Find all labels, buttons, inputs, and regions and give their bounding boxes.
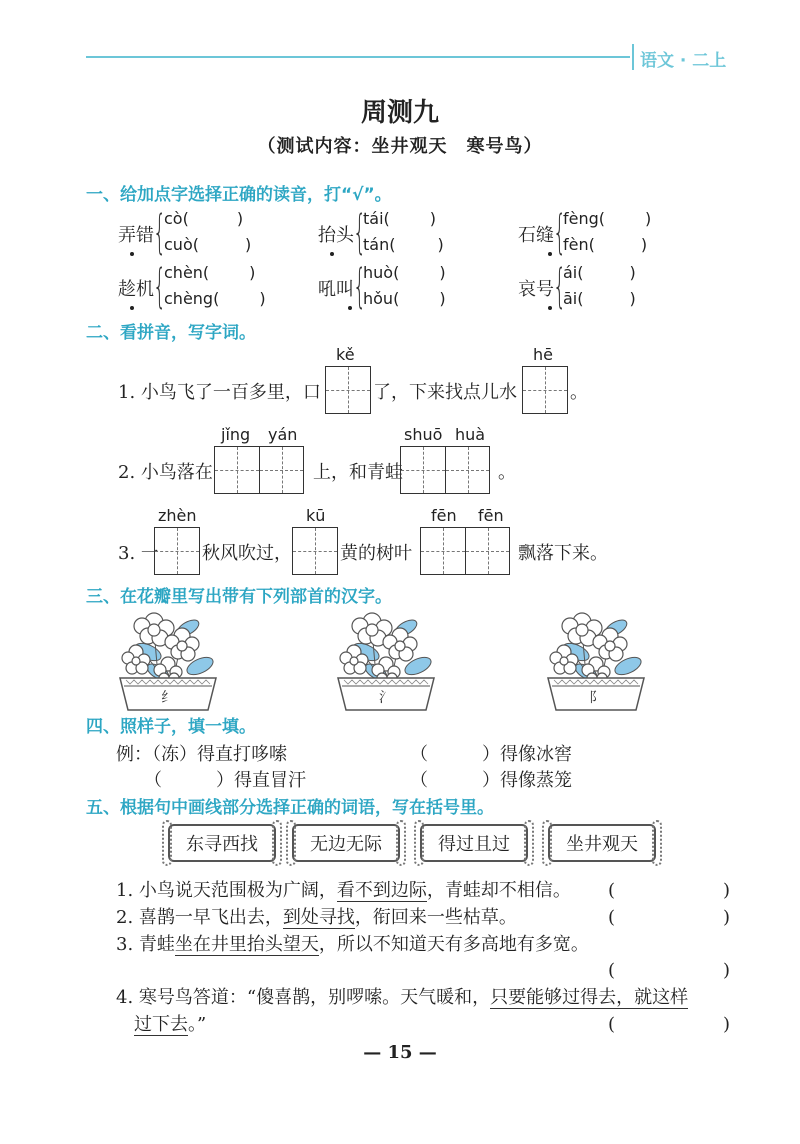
- pinyin-shuo: shuō: [404, 425, 443, 444]
- s2-q1-text-a: 1. 小鸟飞了一百多里，口: [118, 382, 321, 403]
- pinyin-he: hē: [533, 345, 553, 364]
- s2-q2-text-a: 2. 小鸟落在: [118, 462, 213, 483]
- writing-grid-4[interactable]: [400, 446, 490, 494]
- s2-q2-text-b: 上，和青蛙: [313, 462, 403, 483]
- section2-heading: 二、看拼音，写字词。: [86, 323, 256, 343]
- s5-answer-4[interactable]: ( ): [608, 1014, 731, 1035]
- writing-grid-2[interactable]: [522, 366, 568, 414]
- s2-q3-text-d: 飘落下来。: [518, 543, 608, 564]
- s4-blank-1[interactable]: （ ）得像冰窖: [410, 744, 572, 765]
- emphasis-dot: [330, 252, 334, 256]
- s1-word-5: 吼叫: [318, 279, 354, 300]
- s1-word-4: 趁机: [118, 279, 154, 300]
- brace-icon: {: [353, 205, 367, 259]
- s5-q3: 3. 青蛙坐在井里抬头望天，所以不知道天有多高地有多宽。: [116, 934, 589, 955]
- radical-3: 阝: [589, 690, 603, 706]
- s1-word-6: 哀号: [518, 279, 554, 300]
- s5-answer-1[interactable]: ( ): [608, 880, 731, 901]
- writing-grid-3[interactable]: [214, 446, 304, 494]
- section4-heading: 四、照样子，填一填。: [86, 717, 256, 737]
- flower-pots: [100, 606, 700, 712]
- s1-options-6: ái( ) āi( ): [563, 263, 636, 308]
- s1-options-3: fèng( ) fèn( ): [563, 209, 652, 254]
- brace-icon: {: [553, 205, 567, 259]
- s1-options-5: huò( ) hǒu( ): [363, 263, 446, 308]
- s1-word-2: 抬头: [318, 225, 354, 246]
- s5-q2: 2. 喜鹊一早飞出去，到处寻找，衔回来一些枯草。: [116, 907, 517, 928]
- word-option-2: 无边无际: [292, 824, 400, 862]
- subject-tag: 语文 · 二上: [640, 51, 727, 71]
- emphasis-dot: [548, 306, 552, 310]
- pinyin-fen-1: fēn: [431, 506, 457, 525]
- section1-heading: 一、给加点字选择正确的读音，打“√”。: [86, 185, 392, 205]
- brace-icon: {: [553, 259, 567, 313]
- brace-icon: {: [153, 205, 167, 259]
- word-option-3: 得过且过: [420, 824, 528, 862]
- s4-example: 例：（冻）得直打哆嗦: [116, 744, 287, 765]
- pinyin-ke: kě: [336, 345, 355, 364]
- header-divider: [632, 44, 634, 70]
- s1-options-1: cò( ) cuò( ): [164, 209, 252, 254]
- pinyin-jing: jǐng: [221, 425, 251, 444]
- s4-blank-2[interactable]: （ ）得直冒汗: [144, 770, 306, 791]
- emphasis-dot: [348, 306, 352, 310]
- writing-grid-1[interactable]: [325, 366, 371, 414]
- page-number: — 15 —: [363, 1042, 437, 1063]
- s1-options-2: tái( ) tán( ): [363, 209, 444, 254]
- writing-grid-7[interactable]: [420, 527, 510, 575]
- s1-word-3: 石缝: [518, 225, 554, 246]
- s2-q3-text-a: 3. 一: [118, 543, 159, 564]
- header-rule: [86, 56, 630, 58]
- brace-icon: {: [353, 259, 367, 313]
- section3-heading: 三、在花瓣里写出带有下列部首的汉字。: [86, 587, 392, 607]
- emphasis-dot: [548, 252, 552, 256]
- s5-q4-line2: 过下去。”: [134, 1014, 207, 1035]
- pinyin-zhen: zhèn: [158, 506, 197, 525]
- s1-options-4: chèn( ) chèng( ): [164, 263, 266, 308]
- emphasis-dot: [130, 306, 134, 310]
- pinyin-fen-2: fēn: [478, 506, 504, 525]
- s5-q1: 1. 小鸟说天范围极为广阔，看不到边际，青蛙却不相信。: [116, 880, 571, 901]
- s5-answer-2[interactable]: ( ): [608, 907, 731, 928]
- writing-grid-6[interactable]: [292, 527, 338, 575]
- emphasis-dot: [130, 252, 134, 256]
- pinyin-yan: yán: [268, 425, 298, 444]
- s5-answer-3[interactable]: ( ): [608, 960, 731, 981]
- s4-blank-3[interactable]: （ ）得像蒸笼: [410, 770, 572, 791]
- s2-q3-text-b: 秋风吹过，: [202, 543, 292, 564]
- s2-q1-text-b: 了，下来找点儿水: [373, 382, 517, 403]
- page-title: 周测九: [360, 98, 439, 128]
- section5-heading: 五、根据句中画线部分选择正确的词语，写在括号里。: [86, 798, 494, 818]
- s2-q3-text-c: 黄的树叶: [340, 543, 412, 564]
- s2-q2-text-c: 。: [498, 462, 516, 483]
- brace-icon: {: [153, 259, 167, 313]
- pinyin-hua: huà: [455, 425, 486, 444]
- word-option-4: 坐井观天: [548, 824, 656, 862]
- s5-q4-line1: 4. 寒号鸟答道：“傻喜鹊，别啰嗦。天气暖和，只要能够过得去，就这样: [116, 987, 689, 1008]
- word-option-1: 东寻西找: [168, 824, 276, 862]
- s1-word-1: 弄错: [118, 225, 154, 246]
- s2-q1-text-c: 。: [570, 382, 588, 403]
- pinyin-ku: kū: [306, 506, 326, 525]
- radical-1: 纟: [161, 690, 175, 706]
- writing-grid-5[interactable]: [154, 527, 200, 575]
- page-subtitle: （测试内容：坐井观天 寒号鸟）: [257, 136, 543, 157]
- radical-2: 氵: [379, 690, 393, 706]
